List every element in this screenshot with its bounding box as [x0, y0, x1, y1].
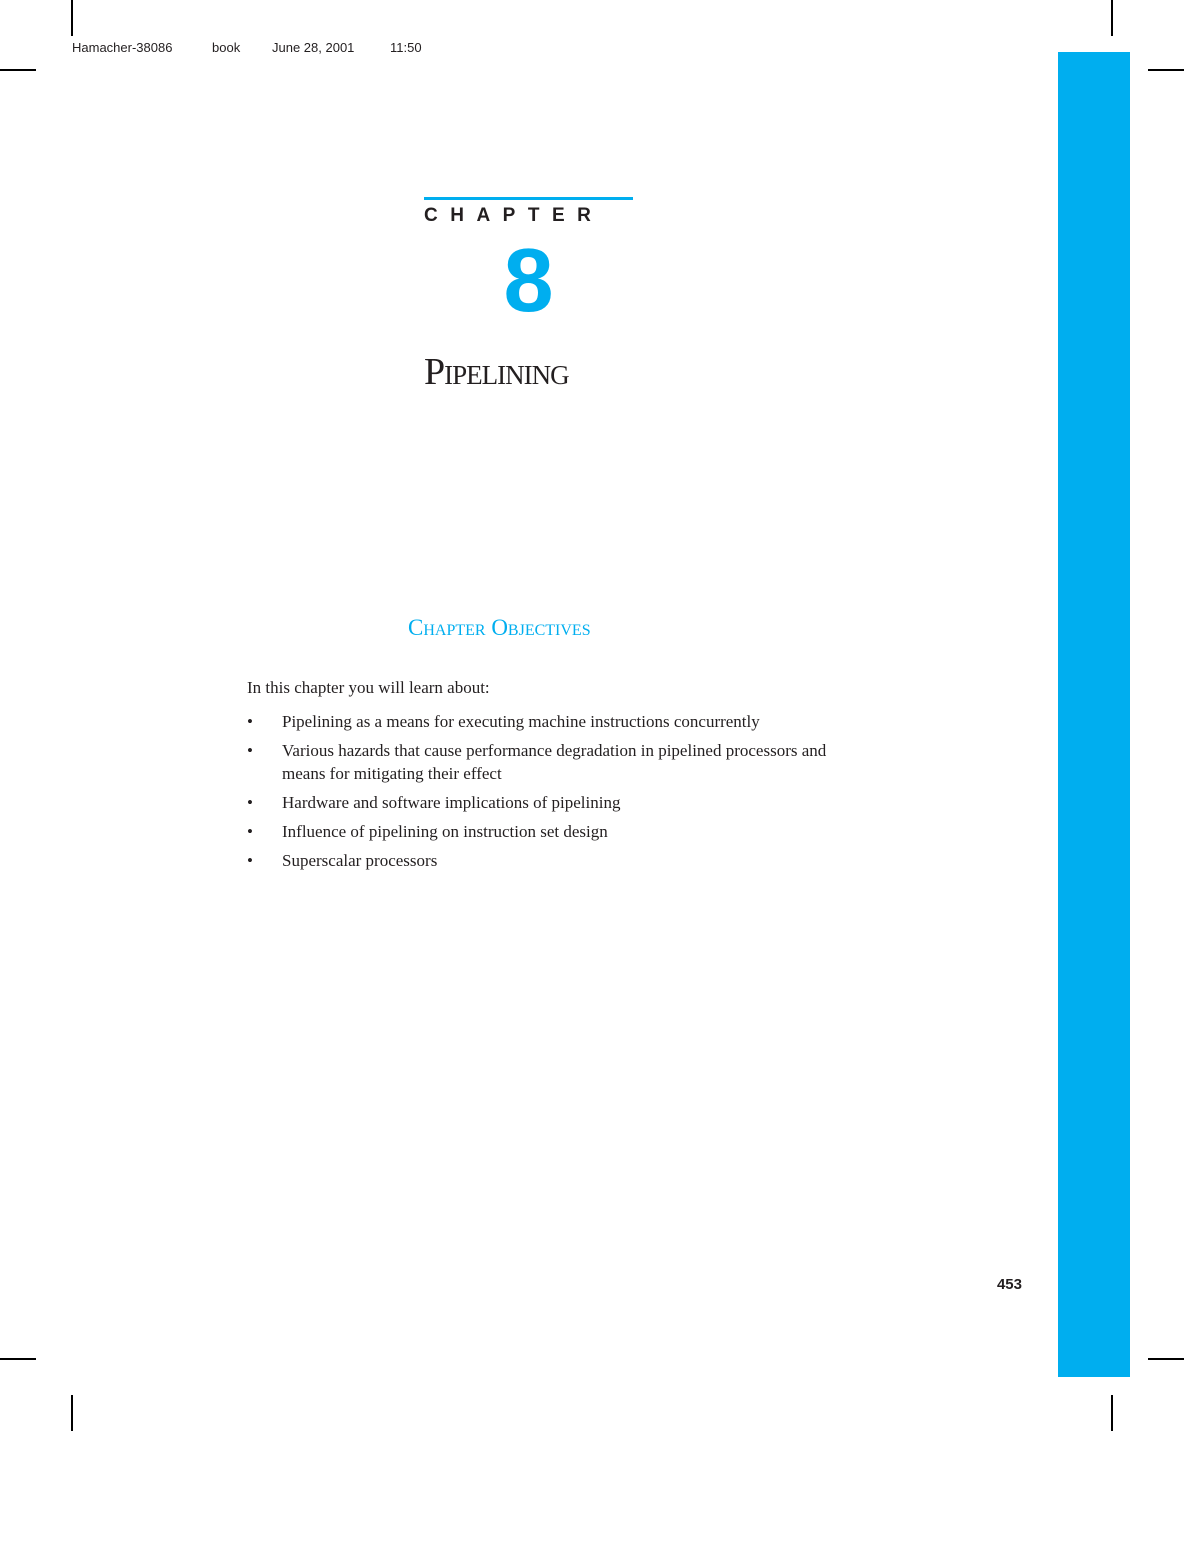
- objectives-heading: Chapter Objectives: [408, 615, 591, 640]
- chapter-rule: [424, 197, 633, 200]
- bullet: •: [247, 793, 253, 812]
- crop-mark-bottom-right-horizontal: [1148, 1358, 1184, 1360]
- objectives-intro: In this chapter you will learn about:: [247, 678, 490, 697]
- list-item-text: Pipelining as a means for executing machine instructions concurrently: [282, 712, 760, 731]
- bullet: •: [247, 851, 253, 870]
- list-item: [247, 820, 847, 843]
- crop-mark-bottom-left-vertical: [71, 1395, 73, 1431]
- chapter-number: 8: [503, 231, 554, 331]
- list-item: [247, 849, 847, 872]
- list-item: [247, 710, 847, 733]
- slug-date: June 28, 2001: [272, 40, 355, 55]
- page-number: 453: [996, 1276, 1022, 1293]
- print-slug: [72, 40, 422, 55]
- list-item: [247, 791, 847, 814]
- crop-mark-top-right-horizontal: [1148, 69, 1184, 71]
- bullet: •: [247, 822, 253, 841]
- crop-mark-bottom-right-vertical: [1111, 1395, 1113, 1431]
- chapter-side-tab: [1058, 52, 1130, 1377]
- chapter-label: CHAPTER: [424, 205, 604, 226]
- list-item-text: Various hazards that cause performance degradation in pipelined processors and means for mitigating their effect: [282, 741, 827, 783]
- list-item: [247, 739, 847, 785]
- crop-mark-bottom-left-horizontal: [0, 1358, 36, 1360]
- list-item-text: Influence of pipelining on instruction set design: [282, 822, 608, 841]
- chapter-title: Pipelining: [424, 351, 569, 393]
- crop-mark-top-left-horizontal: [0, 69, 36, 71]
- slug-time: 11:50: [390, 40, 422, 55]
- crop-mark-top-left-vertical: [71, 0, 73, 36]
- slug-book: book: [212, 40, 241, 55]
- objectives-list: [247, 710, 847, 878]
- bullet: •: [247, 712, 253, 731]
- slug-name: Hamacher-38086: [72, 40, 173, 55]
- bullet: •: [247, 741, 253, 760]
- crop-mark-top-right-vertical: [1111, 0, 1113, 36]
- list-item-text: Hardware and software implications of pipelining: [282, 793, 621, 812]
- list-item-text: Superscalar processors: [282, 851, 438, 870]
